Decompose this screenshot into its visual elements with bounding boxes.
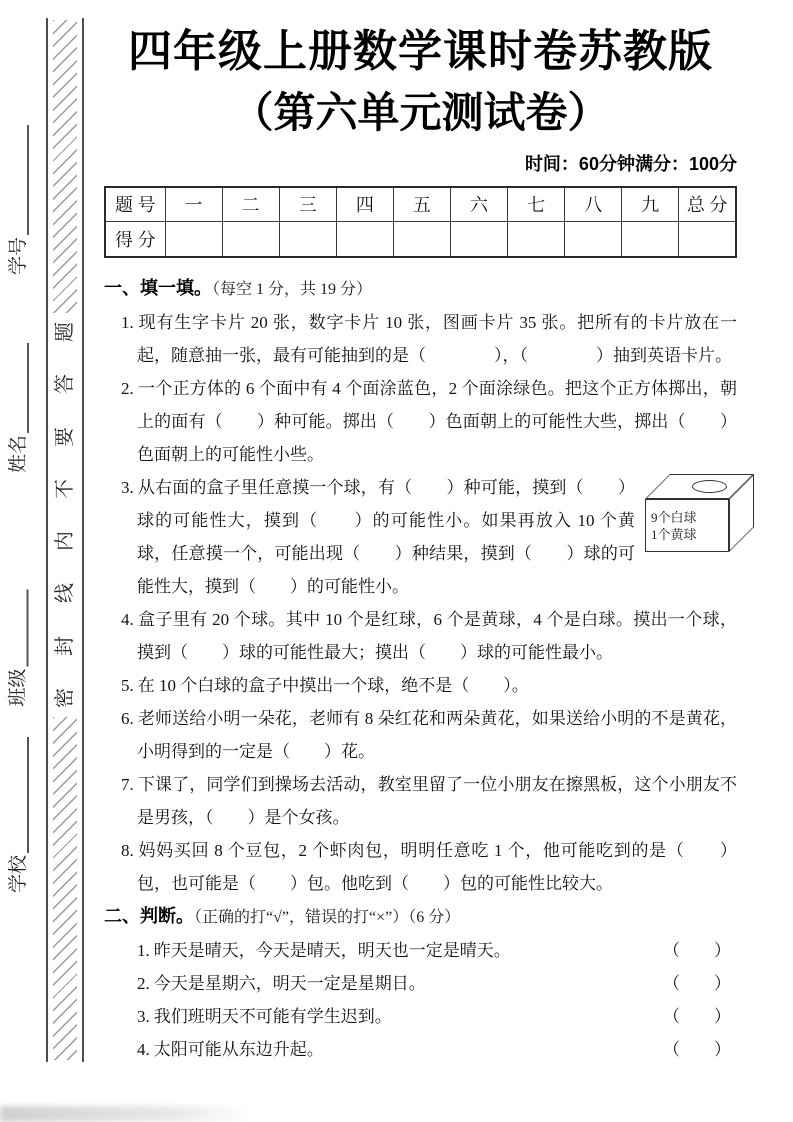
judge-question-text: [137, 967, 426, 1000]
ball-box-illustration: [645, 474, 757, 552]
seal-char: 要: [54, 426, 76, 447]
seal-char: 线: [54, 583, 76, 604]
score-table-header-cell: 七: [508, 187, 565, 221]
judge-question-1: [104, 934, 737, 967]
score-cell: [336, 221, 393, 257]
class-field: [2, 590, 38, 707]
question-number: 3.: [121, 478, 134, 497]
question-number: 8.: [121, 841, 134, 860]
student-number-write-line: [2, 125, 29, 235]
ball-box-front-face: [645, 499, 729, 552]
question-number: 1.: [137, 941, 150, 960]
judge-question-2: [104, 967, 737, 1000]
question-text: 一个正方体的 6 个面中有 4 个面涂蓝色，2 个面涂绿色。把这个正方体掷出，朝上的面有（ ）种可能。掷出（ ）色面朝上的可能性大些，掷出（ ）色面朝上的可能性小些。: [137, 379, 737, 464]
seal-hatch-top: [53, 20, 77, 313]
ball-box-label-line2: 1个黄球: [651, 526, 697, 542]
question-1: [104, 306, 737, 372]
score-table-header-cell: 四: [336, 187, 393, 221]
student-number-field: [2, 125, 38, 275]
question-text: 下课了，同学们到操场去活动，教室里留了一位小朋友在擦黑板，这个小朋友不是男孩，（ ）是个女孩。: [137, 775, 737, 827]
score-table: [104, 186, 737, 258]
question-2: [104, 372, 737, 471]
score-cell: [508, 221, 565, 257]
score-row-label: 得 分: [105, 221, 165, 257]
time-score-note: 时间：60分钟满分：100分: [524, 154, 737, 174]
score-cell: [393, 221, 450, 257]
score-table-header-row: [105, 187, 736, 221]
question-number: 3.: [137, 1007, 150, 1026]
school-label: 学校: [8, 854, 29, 893]
question-5: [104, 669, 737, 702]
seal-char: 答: [54, 374, 76, 395]
question-number: 1.: [121, 313, 134, 332]
student-number-label: 学号: [8, 236, 29, 275]
paper-subtitle: （第六单元测试卷）: [231, 89, 610, 136]
question-text: 现有生字卡片 20 张，数字卡片 10 张，图画卡片 35 张。把所有的卡片放在一起，随意抽一张，最有可能抽到的是（ ），（ ）抽到英语卡片。: [137, 313, 737, 365]
score-table-header-cell: 总 分: [679, 187, 736, 221]
question-text: 妈妈买回 8 个豆包，2 个虾肉包，明明任意吃 1 个，他可能吃到的是（ ）包，也可能是（ ）包。他吃到（ ）包的可能性比较大。: [137, 841, 737, 893]
judge-answer-blank: （ ）: [663, 974, 731, 993]
question-number: 2.: [121, 379, 134, 398]
school-field: [2, 737, 38, 893]
question-4: [104, 603, 737, 669]
scan-shadow: [0, 1106, 250, 1122]
score-table-header-cell: 九: [622, 187, 679, 221]
score-table-header-cell: 三: [279, 187, 336, 221]
question-text: 在 10 个白球的盒子中摸出一个球，绝不是（ ）。: [137, 676, 529, 695]
score-table-header-cell: 一: [165, 187, 222, 221]
seal-char: 封: [54, 635, 76, 656]
seal-char: 内: [54, 531, 76, 552]
judge-question-4: [104, 1033, 737, 1066]
score-table-header-cell: 题 号: [105, 187, 165, 221]
score-table-header-cell: 八: [565, 187, 622, 221]
judge-question-3: [104, 1000, 737, 1033]
score-cell: [679, 221, 736, 257]
question-text: 今天是星期六，明天一定是星期日。: [153, 974, 426, 993]
question-3: [104, 471, 737, 603]
section2-heading: [104, 900, 737, 934]
score-cell: [622, 221, 679, 257]
student-name-field: [2, 343, 38, 473]
class-write-line: [2, 590, 29, 667]
score-cell: [565, 221, 622, 257]
student-name-label: 姓名: [8, 434, 29, 473]
question-number: 7.: [121, 775, 134, 794]
judge-answer-blank: （ ）: [663, 1007, 731, 1026]
judge-answer-blank: （ ）: [663, 941, 731, 960]
question-text: 我们班明天不可能有学生迟到。: [153, 1007, 392, 1026]
judge-question-text: [137, 1033, 324, 1066]
judge-question-list: [104, 934, 737, 1066]
seal-char: 密: [54, 687, 76, 708]
question-number: 4.: [137, 1040, 150, 1059]
score-table-score-row: [105, 221, 736, 257]
seal-hatch-bottom: [53, 717, 77, 1060]
score-table-header-cell: 六: [450, 187, 507, 221]
seal-line-text: [48, 315, 82, 715]
section1-title: 一、填一填。: [104, 278, 212, 298]
question-number: 5.: [121, 676, 134, 695]
score-table-header-cell: 二: [222, 187, 279, 221]
score-cell: [450, 221, 507, 257]
score-cell: [165, 221, 222, 257]
question-text: 从右面的盒子里任意摸一个球，有（ ）种可能，摸到（ ）球的可能性大，摸到（ ）的可能性小。如果再放入 10 个黄球，任意摸一个，可能出现（ ）种结果，摸到（ ）球的可能性大，摸到（ ）的可能性小。: [137, 478, 635, 596]
question-text: 太阳可能从东边升起。: [153, 1040, 324, 1059]
class-label: 班级: [7, 668, 29, 707]
ball-box-hole-icon: [692, 480, 727, 493]
section1-note: （每空 1 分，共 19 分）: [212, 281, 373, 298]
score-cell: [222, 221, 279, 257]
score-cell: [279, 221, 336, 257]
judge-question-text: [137, 1000, 392, 1033]
section2-note: （正确的打“√”，错误的打“×”）（6 分）: [194, 909, 461, 926]
question-7: [104, 768, 737, 834]
score-table-header-cell: 五: [393, 187, 450, 221]
seal-char: 不: [54, 478, 76, 499]
section1-heading: [104, 272, 737, 306]
question-text: 昨天是晴天，今天是晴天，明天也一定是晴天。: [153, 941, 511, 960]
judge-answer-blank: （ ）: [663, 1040, 731, 1059]
student-name-write-line: [2, 343, 29, 433]
seal-char: 题: [54, 322, 76, 342]
paper-main-column: [104, 24, 737, 1066]
seal-line-band: [46, 18, 84, 1062]
question-number: 4.: [121, 610, 134, 629]
question-number: 2.: [137, 974, 150, 993]
school-write-line: [2, 737, 29, 853]
question-8: [104, 834, 737, 900]
paper-title: 四年级上册数学课时卷苏教版: [128, 27, 713, 76]
question-number: 6.: [121, 709, 134, 728]
question-text: 老师送给小明一朵花，老师有 8 朵红花和两朵黄花，如果送给小明的不是黄花，小明得到的一定是（ ）花。: [137, 709, 737, 761]
section2-title: 二、判断。: [104, 906, 194, 926]
fill-in-question-list: [104, 306, 737, 900]
question-text: 盒子里有 20 个球。其中 10 个是红球，6 个是黄球，4 个是白球。摸出一个球，摸到（ ）球的可能性最大；摸出（ ）球的可能性最小。: [137, 610, 737, 662]
judge-question-text: [137, 934, 511, 967]
ball-box-label-line1: 9个白球: [651, 509, 697, 525]
question-6: [104, 702, 737, 768]
